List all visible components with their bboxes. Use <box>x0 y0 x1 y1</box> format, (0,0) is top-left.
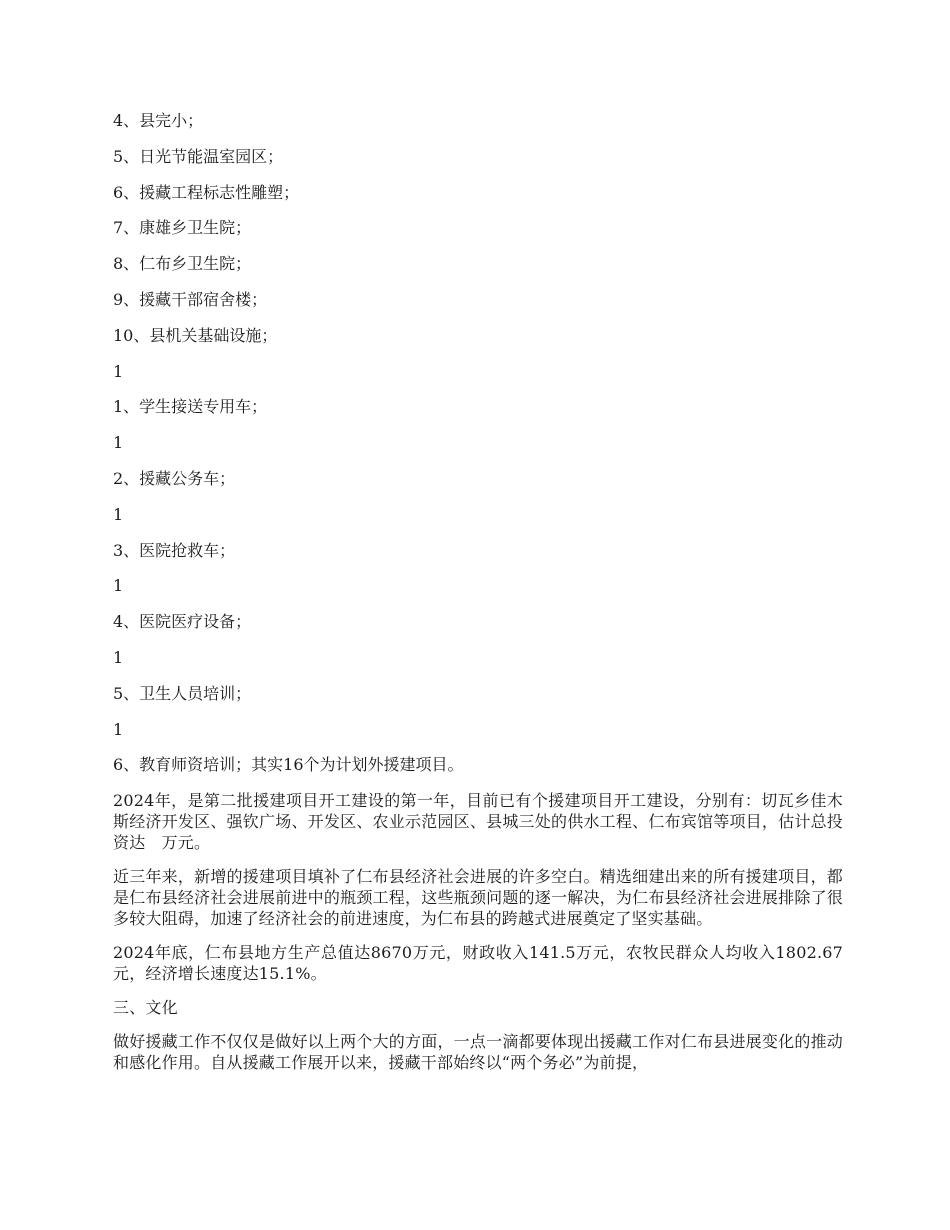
list-item: 5、日光节能温室园区； <box>113 146 284 166</box>
paragraph-three-years: 近三年来，新增的援建项目填补了仁布县经济社会进展的许多空白。精选细建出来的所有援建项目，都是仁布县经济社会进展前进中的瓶颈工程，这些瓶颈问题的逐一解决，为仁布县经济社会进展排除了很多较大阻碍，加速了经济社会的前进速度，为仁布县的跨越式进展奠定了坚实基础。 <box>113 867 843 929</box>
list-number: 1 <box>113 647 124 667</box>
list-item: 1、学生接送专用车； <box>113 397 268 417</box>
list-item: 10、县机关基础设施； <box>113 325 278 345</box>
list-number: 1 <box>113 433 124 453</box>
document-page <box>113 110 843 1086</box>
list-number: 1 <box>113 361 124 381</box>
paragraph-economy-stats: 2024年底，仁布县地方生产总值达8670万元，财政收入141.5万元，农牧民群众人均收入1802.67元，经济增长速度达15.1%。 <box>113 943 843 984</box>
list-item: 6、援藏工程标志性雕塑； <box>113 182 300 202</box>
section-heading-culture: 三、文化 <box>113 998 178 1018</box>
list-item: 7、康雄乡卫生院； <box>113 218 252 238</box>
list-number: 1 <box>113 504 124 524</box>
list-item: 5、卫生人员培训； <box>113 683 252 703</box>
list-item: 3、医院抢救车； <box>113 540 236 560</box>
paragraph-2024-projects: 2024年，是第二批援建项目开工建设的第一年，目前已有个援建项目开工建设，分别有：切瓦乡佳木斯经济开发区、强钦广场、开发区、农业示范园区、县城三处的供水工程、仁布宾馆等项目，估计总投资达 万元。 <box>113 791 843 853</box>
list-item: 2、援藏公务车； <box>113 468 236 488</box>
list-item: 9、援藏干部宿舍楼； <box>113 289 268 309</box>
list-item: 4、县完小； <box>113 111 204 130</box>
list-item: 4、医院医疗设备； <box>113 612 252 632</box>
list-item: 6、教育师资培训；其实16个为计划外援建项目。 <box>113 755 464 775</box>
list-item: 8、仁布乡卫生院； <box>113 254 252 274</box>
list-number: 1 <box>113 576 124 596</box>
paragraph-culture: 做好援藏工作不仅仅是做好以上两个大的方面，一点一滴都要体现出援藏工作对仁布县进展变化的推动和感化作用。自从援藏工作展开以来，援藏干部始终以“两个务必”为前提， <box>113 1032 843 1073</box>
list-number: 1 <box>113 719 124 739</box>
